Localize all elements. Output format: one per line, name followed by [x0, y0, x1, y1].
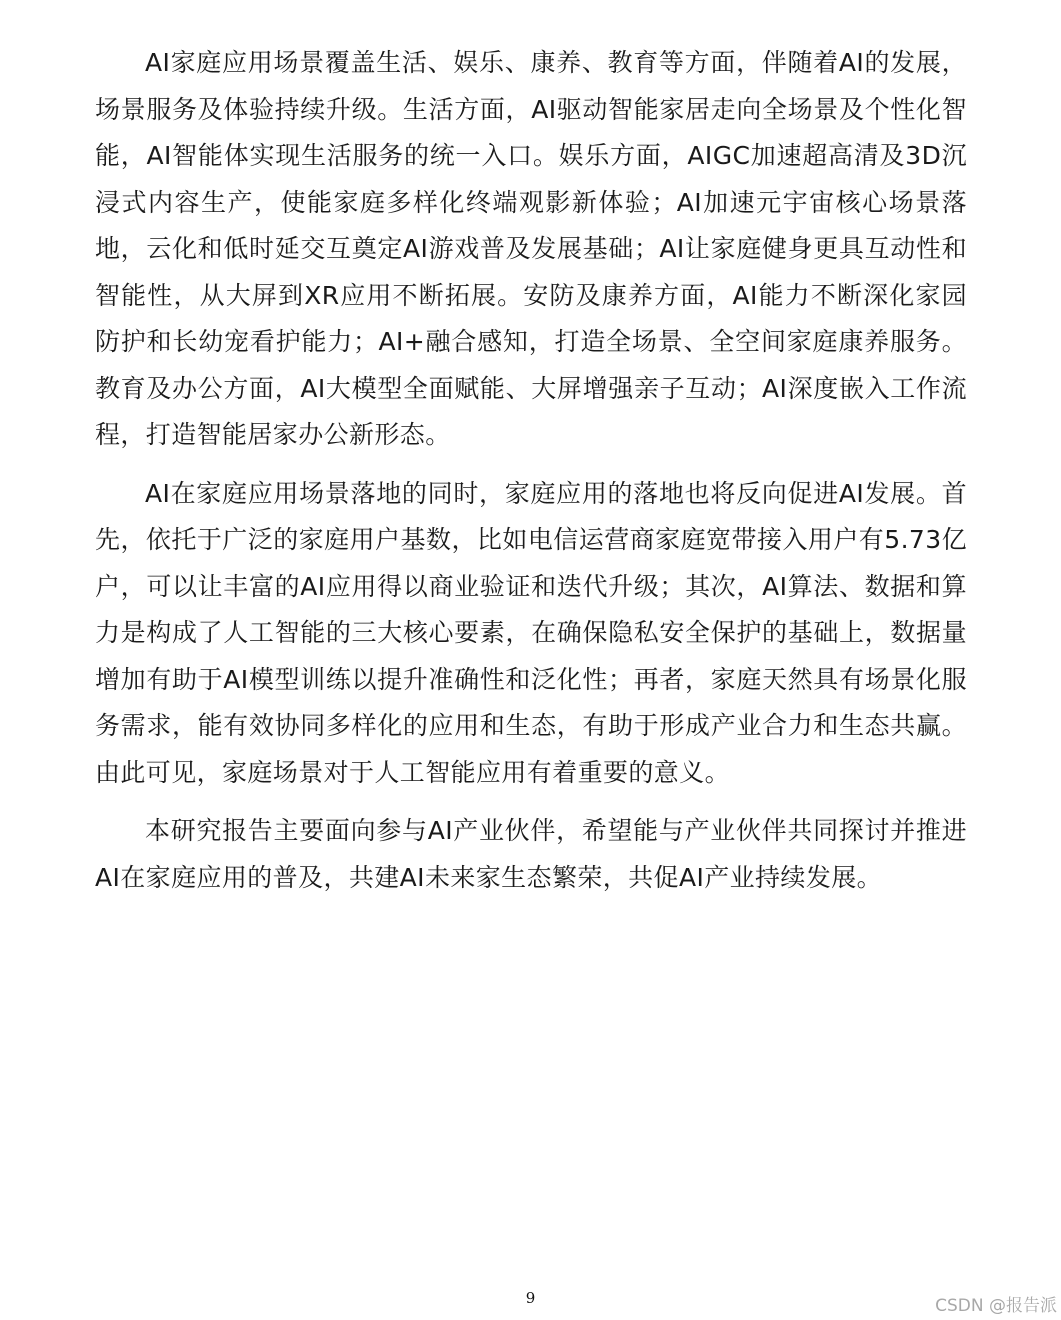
body-text	[95, 40, 967, 913]
page-number: 9	[525, 1289, 536, 1307]
paragraph-home-drives-ai: AI在家庭应用场景落地的同时，家庭应用的落地也将反向促进AI发展。首先，依托于广泛的家庭用户基数，比如电信运营商家庭宽带接入用户有5.73亿户，可以让丰富的AI应用得以商业验证和迭代升级；其次，AI算法、数据和算力是构成了人工智能的三大核心要素，在确保隐私安全保护的基础上，数据量增加有助于AI模型训练以提升准确性和泛化性；再者，家庭天然具有场景化服务需求，能有效协同多样化的应用和生态，有助于形成产业合力和生态共赢。由此可见，家庭场景对于人工智能应用有着重要的意义。	[95, 478, 967, 787]
watermark: CSDN @报告派	[935, 1296, 1057, 1316]
paragraph-report-purpose: 本研究报告主要面向参与AI产业伙伴，希望能与产业伙伴共同探讨并推进AI在家庭应用的普及，共建AI未来家生态繁荣，共促AI产业持续发展。	[95, 816, 967, 892]
paragraph-ai-home-scenarios: AI家庭应用场景覆盖生活、娱乐、康养、教育等方面，伴随着AI的发展，场景服务及体验持续升级。生活方面，AI驱动智能家居走向全场景及个性化智能，AI智能体实现生活服务的统一入口。娱乐方面，AIGC加速超高清及3D沉浸式内容生产，使能家庭多样化终端观影新体验；AI加速元宇宙核心场景落地，云化和低时延交互奠定AI游戏普及发展基础；AI让家庭健身更具互动性和智能性，从大屏到XR应用不断拓展。安防及康养方面，AI能力不断深化家园防护和长幼宠看护能力；AI+融合感知，打造全场景、全空间家庭康养服务。教育及办公方面，AI大模型全面赋能、大屏增强亲子互动；AI深度嵌入工作流程，打造智能居家办公新形态。	[95, 48, 967, 449]
